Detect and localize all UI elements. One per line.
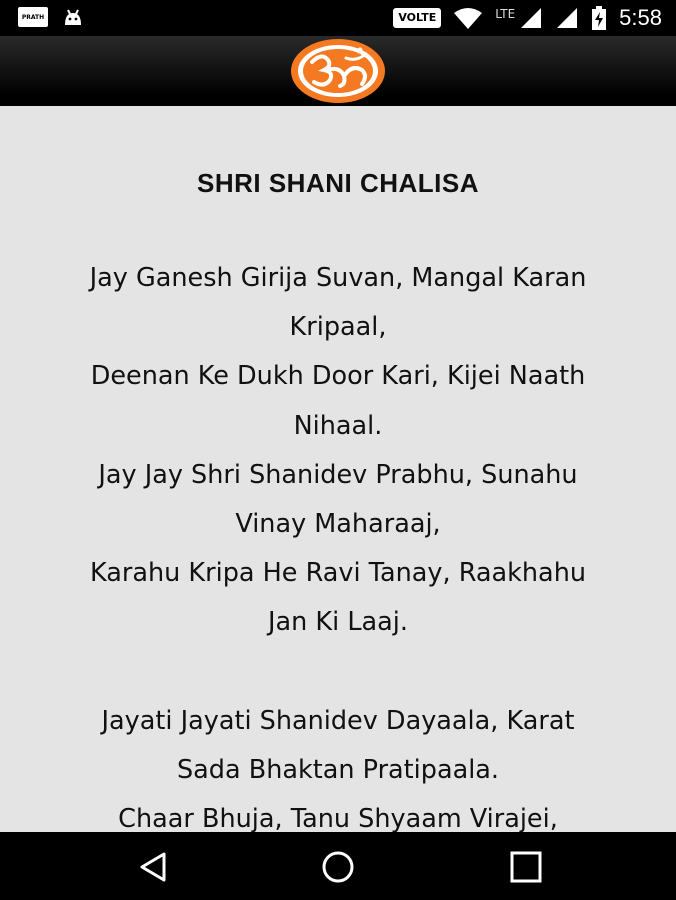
wifi-icon: [453, 7, 483, 29]
verse-line: Jay Ganesh Girija Suvan, Mangal Karan: [89, 263, 587, 293]
lte-label: LTE: [495, 7, 516, 21]
battery-charging-icon: [591, 6, 607, 30]
status-bar: [0, 0, 676, 36]
chalisa-content[interactable]: [0, 106, 676, 832]
signal-icon: [519, 6, 543, 30]
verse-line: Vinay Maharaaj,: [235, 509, 441, 540]
verse-line: Kripaal,: [289, 312, 387, 343]
volte-indicator: VOLTE: [393, 8, 441, 28]
verses-container: [20, 254, 656, 832]
notification-badge-text: PRATH: [21, 13, 45, 21]
back-icon[interactable]: [134, 850, 174, 884]
om-symbol-icon[interactable]: [290, 38, 386, 104]
signal-icon-2: [555, 6, 579, 30]
verse-line: Sada Bhaktan Pratipaala.: [176, 754, 500, 785]
verse-line: Jayati Jayati Shanidev Dayaala, Karat: [101, 705, 575, 736]
clock: 5:58: [619, 5, 662, 30]
verse-line: Deenan Ke Dukh Door Kari, Kijei Naath: [90, 361, 586, 392]
verse-line: Karahu Kripa He Ravi Tanay, Raakhahu: [89, 558, 587, 589]
notification-icon: [18, 7, 48, 27]
page-title: SHRI SHANI CHALISA: [196, 168, 479, 198]
home-icon[interactable]: [318, 850, 358, 884]
recents-icon[interactable]: [506, 850, 546, 884]
verse-line: Jay Jay Shri Shanidev Prabhu, Sunahu: [98, 459, 578, 490]
verse-line: Nihaal.: [293, 410, 383, 441]
stanza-divider: [20, 648, 656, 697]
android-icon: [62, 7, 84, 27]
verse-line: Chaar Bhuja, Tanu Shyaam Virajei,: [118, 804, 558, 832]
navigation-bar: [0, 832, 676, 900]
app-bar: [0, 36, 676, 106]
verse-line: Jan Ki Laaj.: [268, 607, 408, 638]
